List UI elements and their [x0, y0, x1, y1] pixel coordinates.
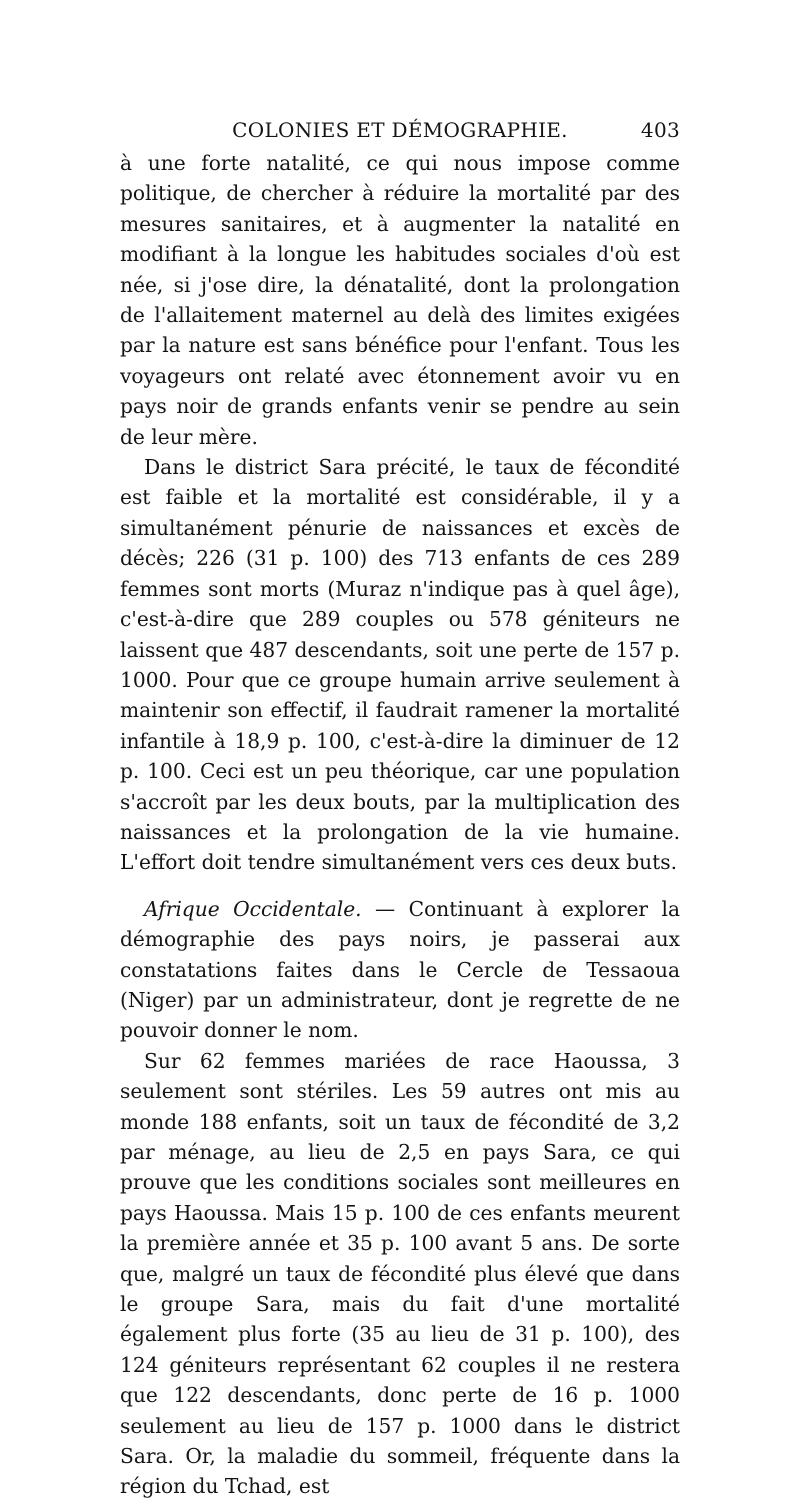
paragraph-text: — Continuant à explorer la démographie des pays noirs, je passerai aux constatations faites dans le Cercle de Tessaoua (Niger) par un administrateur, dont je regrette de ne pouvoir donner le nom. [120, 896, 680, 1043]
paragraph-district-sara: Dans le district Sara précité, le taux de fécondité est faible et la mortalité est considérable, il y a simultanément pénurie de naissances et excès de décès; 226 (31 p. 100) des 713 enfants de ces 289 femmes sont morts (Muraz n'indique pas à quel âge), c'est-à-dire que 289 couples ou 578 géniteurs ne laissent que 487 descendants, soit une perte de 157 p. 1000. Pour que ce groupe humain arrive seulement à maintenir son effectif, il faudrait ramener la mortalité infantile à 18,9 p. 100, c'est-à-dire la diminuer de 12 p. 100. Ceci est un peu théorique, car une population s'accroît par les deux bouts, par la multiplication des naissances et la prolongation de la vie humaine. L'effort doit tendre simultanément vers ces deux buts. [120, 455, 680, 875]
paragraph-natalite: à une forte natalité, ce qui nous impose comme politique, de chercher à réduire la mortalité par des mesures sanitaires, et à augmenter la natalité en modifiant à la longue les habitudes sociales d'où est née, si j'ose dire, la dénatalité, dont la prolongation de l'allaitement maternel au delà des limites exigées par la nature est sans bénéfice pour l'enfant. Tous les voyageurs ont relaté avec étonnement avoir vu en pays noir de grands enfants venir se pendre au sein de leur mère. [120, 151, 680, 449]
page-number: 403 [640, 118, 680, 142]
section-heading: Afrique Occidentale. [144, 896, 362, 921]
book-page [120, 118, 680, 1502]
running-header [120, 118, 680, 148]
paragraph-haoussa: Sur 62 femmes mariées de race Haoussa, 3 seulement sont stériles. Les 59 autres ont mis au monde 188 enfants, soit un taux de fécondité de 3,2 par ménage, au lieu de 2,5 en pays Sara, ce qui prouve que les conditions sociales sont meilleures en pays Haoussa. Mais 15 p. 100 de ces enfants meurent la première année et 35 p. 100 avant 5 ans. De sorte que, malgré un taux de fécondité plus élevé que dans le groupe Sara, mais du fait d'une mortalité également plus forte (35 au lieu de 31 p. 100), des 124 géniteurs représentant 62 couples il ne restera que 122 descendants, donc perte de 16 p. 1000 seulement au lieu de 157 p. 1000 dans le district Sara. Or, la maladie du sommeil, fréquente dans la région du Tchad, est [120, 1048, 680, 1499]
paragraph-afrique-occidentale [120, 894, 680, 1046]
running-title: COLONIES ET DÉMOGRAPHIE. [232, 118, 568, 142]
